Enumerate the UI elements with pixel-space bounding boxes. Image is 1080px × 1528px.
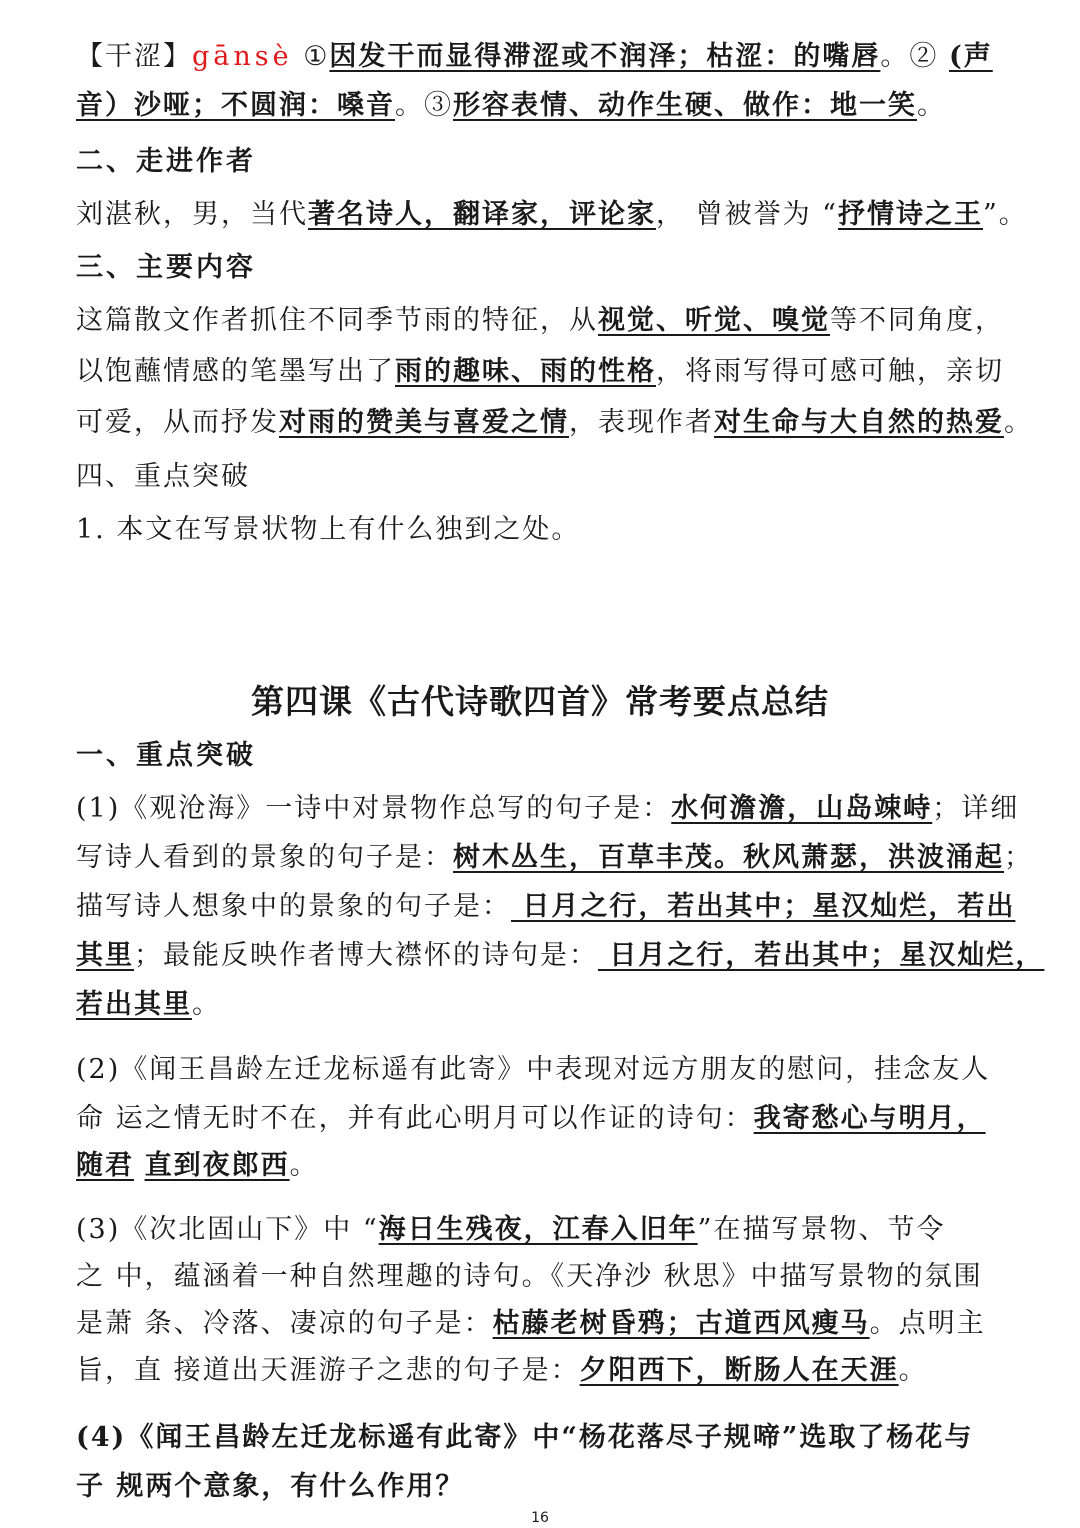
p1-line-1: (1)《观沧海》一诗中对景物作总写的句子是：水何澹澹，山岛竦峙；详细 xyxy=(76,793,1020,824)
p3-line-2: 之 中，蕴涵着一种自然理趣的诗句。《天净沙 秋思》中描写景物的氛围 xyxy=(76,1261,983,1292)
p2-line-3: 随君 直到夜郎西。 xyxy=(76,1150,319,1181)
p1-line-5: 若出其里。 xyxy=(76,989,221,1020)
p3-line-1: (3)《次北固山下》中 “海日生残夜，江春入旧年”在描写景物、节令 xyxy=(76,1214,946,1245)
p4-line-1: (4)《闻王昌龄左迁龙标遥有此寄》中“杨花落尽子规啼”选取了杨花与 xyxy=(76,1422,974,1453)
author-line: 刘湛秋，男，当代著名诗人，翻译家，评论家， 曾被誉为 “抒情诗之王”。 xyxy=(76,199,1028,230)
p3-line-4: 旨，直 接道出天涯游子之悲的句子是：夕阳西下，断肠人在天涯。 xyxy=(76,1355,928,1386)
definition-1: 因发干而显得滞涩或不润泽；枯涩：的嘴唇 xyxy=(329,41,881,72)
page-number: 16 xyxy=(531,1510,549,1526)
p3-line-3: 是萧 条、冷落、凄凉的句子是：枯藤老树昏鸦；古道西风瘦马。点明主 xyxy=(76,1308,986,1339)
content-line-3: 可爱，从而抒发对雨的赞美与喜爱之情，表现作者对生命与大自然的热爱。 xyxy=(76,407,1033,438)
section-heading-lesson4: 一、重点突破 xyxy=(76,740,256,771)
ganse-definition-line-2: 音）沙哑；不圆润：嗓音。③形容表情、动作生硬、做作：地一笑。 xyxy=(76,90,946,121)
author-honor: 抒情诗之王 xyxy=(837,199,983,230)
p1-line-3: 描写诗人想象中的景象的句子是： 日月之行，若出其中；星汉灿烂，若出 xyxy=(76,891,1016,922)
content-line-1: 这篇散文作者抓住不同季节雨的特征，从视觉、听觉、嗅觉等不同角度， xyxy=(76,305,1004,336)
p1-line-4: 其里；最能反映作者博大襟怀的诗句是： 日月之行，若出其中；星汉灿烂， xyxy=(76,940,1045,971)
p2-line-2: 命 运之情无时不在，并有此心明月可以作证的诗句：我寄愁心与明月， xyxy=(76,1103,986,1134)
definition-3: 形容表情、动作生硬、做作：地一笑 xyxy=(453,90,917,121)
lesson-title: 第四课《古代诗歌四首》常考要点总结 xyxy=(251,682,829,721)
ganse-definition-line-1: 【干涩】gānsè ①因发干而显得滞涩或不润泽；枯涩：的嘴唇。② (声 xyxy=(76,41,993,72)
definition-2: 音）沙哑；不圆润：嗓音 xyxy=(76,90,395,121)
author-titles: 著名诗人，翻译家，评论家 xyxy=(308,199,656,230)
p1-line-2: 写诗人看到的景象的句子是：树木丛生，百草丰茂。秋风萧瑟，洪波涌起； xyxy=(76,842,1033,873)
content-line-2: 以饱蘸情感的笔墨写出了雨的趣味、雨的性格，将雨写得可感可触，亲切 xyxy=(76,356,1004,387)
term-ganse: 【干涩】 xyxy=(76,41,192,72)
section-heading-keypoints: 四、重点突破 xyxy=(76,461,250,492)
pinyin-ganse: gānsè xyxy=(192,41,293,72)
p2-line-1: (2)《闻王昌龄左迁龙标遥有此寄》中表现对远方朋友的慰问，挂念友人 xyxy=(76,1054,991,1085)
p4-line-2: 子 规两个意象，有什么作用？ xyxy=(76,1471,465,1502)
section-heading-author: 二、走进作者 xyxy=(76,146,256,177)
question-1: 1. 本文在写景状物上有什么独到之处。 xyxy=(76,514,581,545)
section-heading-content: 三、主要内容 xyxy=(76,252,256,283)
